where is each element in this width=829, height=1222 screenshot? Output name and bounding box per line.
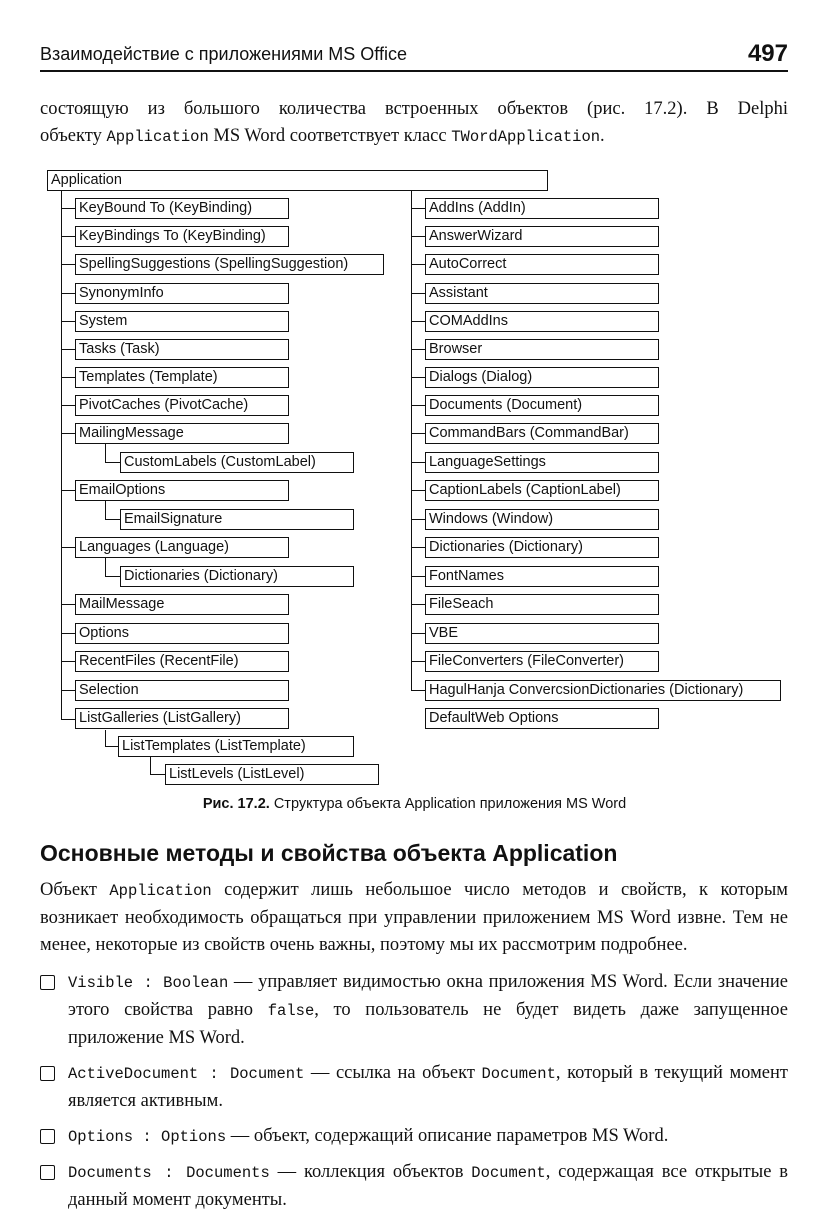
code-inline: Document xyxy=(471,1164,546,1182)
property-list xyxy=(40,969,788,1222)
connector xyxy=(411,208,425,209)
connector xyxy=(150,774,165,775)
node-comaddins: COMAddIns xyxy=(425,311,659,332)
property-signature: ActiveDocument : Document xyxy=(68,1065,305,1083)
code-twordapplication: TWordApplication xyxy=(451,128,601,146)
connector xyxy=(411,462,425,463)
elbow-line xyxy=(105,730,106,746)
paragraph-text: Объект xyxy=(40,880,110,900)
connector xyxy=(411,690,425,691)
node-windows: Windows (Window) xyxy=(425,509,659,530)
connector xyxy=(61,264,75,265)
node-pivotcaches: PivotCaches (PivotCache) xyxy=(75,395,289,416)
connector xyxy=(411,236,425,237)
node-templates: Templates (Template) xyxy=(75,367,289,388)
node-keybound-to: KeyBound To (KeyBinding) xyxy=(75,198,289,219)
figure-caption-label: Рис. 17.2. xyxy=(202,796,270,812)
node-fileseach: FileSeach xyxy=(425,594,659,615)
connector xyxy=(411,405,425,406)
connector xyxy=(61,377,75,378)
figure-caption-text: Структура объекта Application приложения MS Word xyxy=(269,796,627,812)
property-signature: Options : Options xyxy=(68,1128,227,1146)
connector xyxy=(61,208,75,209)
intro-text: . xyxy=(600,126,605,146)
node-keybindings-to: KeyBindings To (KeyBinding) xyxy=(75,226,289,247)
elbow-line xyxy=(105,558,106,576)
node-hagulhanja: HagulHanja ConvercsionDictionaries (Dictionary) xyxy=(425,680,781,701)
connector xyxy=(105,576,120,577)
node-emailoptions: EmailOptions xyxy=(75,480,289,501)
connector xyxy=(411,519,425,520)
list-item xyxy=(40,969,788,1052)
connector xyxy=(411,604,425,605)
connector xyxy=(411,349,425,350)
connector xyxy=(411,293,425,294)
section-heading: Основные методы и свойства объекта Application xyxy=(40,840,618,866)
right-trunk-line xyxy=(411,191,412,691)
connector xyxy=(411,547,425,548)
property-signature: Documents : Documents xyxy=(68,1164,270,1182)
section-paragraph xyxy=(40,877,788,959)
node-addins: AddIns (AddIn) xyxy=(425,198,659,219)
connector xyxy=(61,321,75,322)
figure-caption xyxy=(0,796,829,812)
node-browser: Browser xyxy=(425,339,659,360)
elbow-line xyxy=(105,444,106,462)
node-mailingmessage: MailingMessage xyxy=(75,423,289,444)
connector xyxy=(61,547,75,548)
node-dialogs: Dialogs (Dialog) xyxy=(425,367,659,388)
node-languages: Languages (Language) xyxy=(75,537,289,558)
node-options: Options xyxy=(75,623,289,644)
connector xyxy=(61,433,75,434)
intro-text: объекту xyxy=(40,126,107,146)
code-inline: Document xyxy=(481,1065,556,1083)
node-answerwizard: AnswerWizard xyxy=(425,226,659,247)
connector xyxy=(411,633,425,634)
connector xyxy=(411,264,425,265)
code-application: Application xyxy=(106,128,209,146)
list-item xyxy=(40,1159,788,1214)
node-selection: Selection xyxy=(75,680,289,701)
property-description: , который в текущий момент является активным. xyxy=(68,1063,788,1111)
property-description: — коллекция объектов xyxy=(269,1162,472,1182)
node-documents: Documents (Document) xyxy=(425,395,659,416)
connector xyxy=(105,519,120,520)
connector xyxy=(411,661,425,662)
node-mailmessage: MailMessage xyxy=(75,594,289,615)
checkbox-bullet-icon xyxy=(40,1066,55,1081)
elbow-line xyxy=(150,757,151,774)
connector xyxy=(61,719,75,720)
node-languagesettings: LanguageSettings xyxy=(425,452,659,473)
property-description: — объект, содержащий описание параметров MS Word. xyxy=(226,1126,669,1146)
connector xyxy=(411,576,425,577)
left-trunk-line xyxy=(61,191,62,720)
node-listtemplates: ListTemplates (ListTemplate) xyxy=(118,736,354,757)
node-dictionaries-left: Dictionaries (Dictionary) xyxy=(120,566,354,587)
node-customlabels: CustomLabels (CustomLabel) xyxy=(120,452,354,473)
node-fileconverters: FileConverters (FileConverter) xyxy=(425,651,659,672)
checkbox-bullet-icon xyxy=(40,1129,55,1144)
node-vbe: VBE xyxy=(425,623,659,644)
connector xyxy=(61,405,75,406)
node-system: System xyxy=(75,311,289,332)
node-listlevels: ListLevels (ListLevel) xyxy=(165,764,379,785)
root-node: Application xyxy=(47,170,548,191)
property-description: , то пользователь не будет видеть даже запущенное приложение MS Word. xyxy=(68,1000,788,1048)
running-header-title: Взаимодействие с приложениями MS Office xyxy=(40,44,407,64)
property-signature: Visible : Boolean xyxy=(68,974,229,992)
connector xyxy=(61,236,75,237)
connector xyxy=(61,293,75,294)
page-number: 497 xyxy=(747,40,788,67)
node-captionlabels: CaptionLabels (CaptionLabel) xyxy=(425,480,659,501)
list-item xyxy=(40,1060,788,1115)
checkbox-bullet-icon xyxy=(40,975,55,990)
connector xyxy=(411,433,425,434)
node-synonyminfo: SynonymInfo xyxy=(75,283,289,304)
node-tasks: Tasks (Task) xyxy=(75,339,289,360)
checkbox-bullet-icon xyxy=(40,1165,55,1180)
intro-line-1: состоящую из большого количества встроенных объектов (рис. 17.2). В Delphi xyxy=(40,99,788,119)
node-autocorrect: AutoCorrect xyxy=(425,254,659,275)
node-defaultweb-options: DefaultWeb Options xyxy=(425,708,659,729)
node-fontnames: FontNames xyxy=(425,566,659,587)
connector xyxy=(411,321,425,322)
node-spellingsuggestions: SpellingSuggestions (SpellingSuggestion) xyxy=(75,254,384,275)
connector xyxy=(105,746,118,747)
connector xyxy=(61,604,75,605)
node-assistant: Assistant xyxy=(425,283,659,304)
connector xyxy=(61,661,75,662)
connector xyxy=(61,349,75,350)
property-description: — управляет видимостью окна приложения MS Word. Если значение этого свойства равно xyxy=(68,972,788,1020)
property-description: — ссылка на объект xyxy=(304,1063,482,1083)
connector xyxy=(411,490,425,491)
property-description: , содержащая все открытые в данный момент документы. xyxy=(68,1162,788,1210)
node-recentfiles: RecentFiles (RecentFile) xyxy=(75,651,289,672)
code-inline: false xyxy=(267,1002,315,1020)
paragraph-text: содержит лишь небольшое число методов и свойств, к которым возникает необходимость обращаться при управлении приложением MS Word извне. Тем не менее, некоторые из свойств очень важны, поэтому мы их рассмотрим подробнее. xyxy=(40,880,788,955)
connector xyxy=(411,377,425,378)
connector xyxy=(61,490,75,491)
connector xyxy=(61,690,75,691)
node-listgalleries: ListGalleries (ListGallery) xyxy=(75,708,289,729)
elbow-line xyxy=(105,501,106,519)
node-emailsignature: EmailSignature xyxy=(120,509,354,530)
node-dictionaries-right: Dictionaries (Dictionary) xyxy=(425,537,659,558)
connector xyxy=(105,462,120,463)
list-item xyxy=(40,1123,788,1151)
node-commandbars: CommandBars (CommandBar) xyxy=(425,423,659,444)
intro-text: MS Word соответствует класс xyxy=(208,126,452,146)
connector xyxy=(61,633,75,634)
code-application: Application xyxy=(109,882,212,900)
